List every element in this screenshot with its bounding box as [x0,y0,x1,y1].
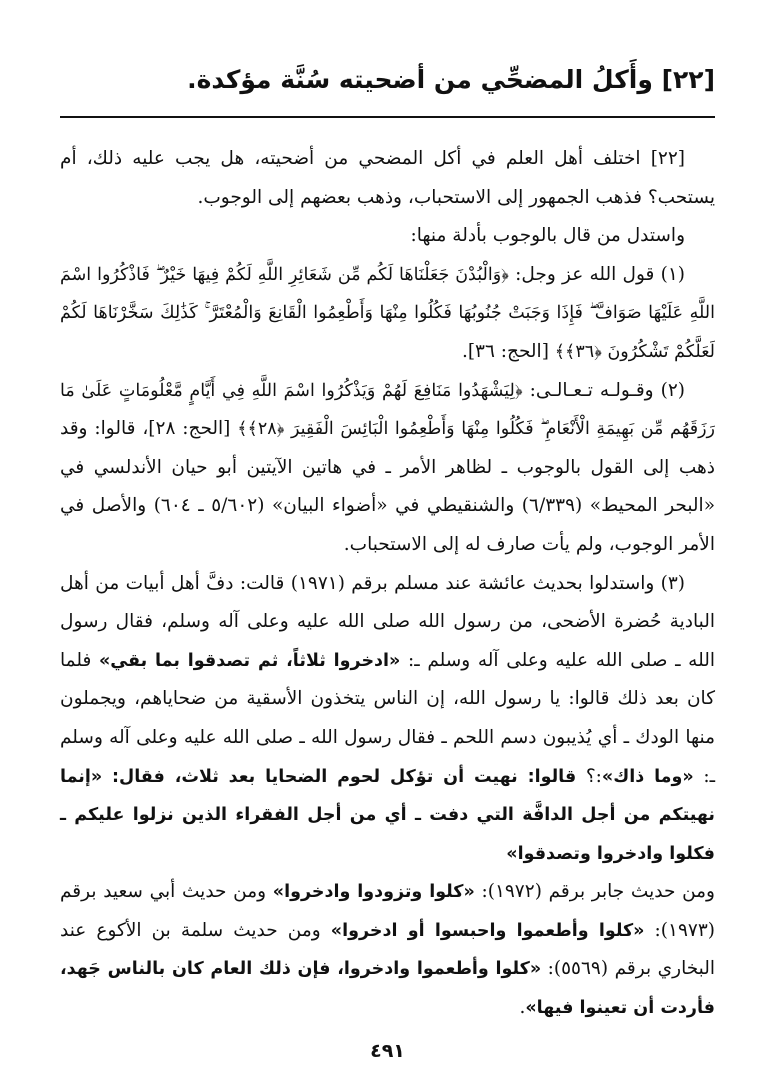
other-hadiths-end: . [519,997,526,1019]
evidence-1-lead: (١) قول الله عز وجل: [508,263,685,285]
other-hadiths-text-3: ومن حديث سلمة بن الأكوع عند البخاري برقم (٥٥٦٩): [60,919,716,980]
quran-verse-36: ﴿وَالْبُدْنَ جَعَلْنَاهَا لَكُم مِّن شَعَائِرِ اللَّهِ لَكُمْ فِيهَا خَيْرٌ ۖ فَاذْكُرُوا اسْمَ اللَّهِ عَلَيْهَا صَوَافَّ ۖ فَإِذَا وَجَبَتْ جُنُوبُهَا فَكُلُوا مِنْهَا وَأَطْعِمُوا الْقَانِعَ وَالْمُعْتَرَّ ۚ كَذَٰلِكَ سَخَّرْنَاهَا لَكُمْ لَعَلَّكُمْ تَشْكُرُونَ ﴿٣٦﴾﴾ [60,264,715,362]
page-number: ٤٩١ [370,1040,405,1062]
evidence-3-punct: :؟ [576,765,602,787]
paragraph-other-hadiths [60,873,715,1027]
quran-verse-28: ﴿لِيَشْهَدُوا مَنَافِعَ لَهُمْ وَيَذْكُرُوا اسْمَ اللَّهِ فِي أَيَّامٍ مَّعْلُومَاتٍ عَلَىٰ مَا رَزَقَهُم مِّن بَهِيمَةِ الْأَنْعَامِ ۖ فَكُلُوا مِنْهَا وَأَطْعِمُوا الْبَائِسَ الْفَقِيرَ ﴿٢٨﴾﴾ [60,380,715,440]
hadith-quote-jabir: «كلوا وتزودوا وادخروا» [272,882,475,903]
page-body [60,140,715,1028]
hadith-quote-1: «ادخروا ثلاثاً، ثم تصدقوا بما بقي» [98,650,401,671]
paragraph-intro: [٢٢] اختلف أهل العلم في أكل المضحي من أضحيته، هل يجب عليه ذلك، أم يستحب؟ فذهب الجمهور إلى الاستحباب، وذهب بعضهم إلى الوجوب. [60,148,715,208]
paragraph-evidence-3 [60,565,715,874]
other-hadiths-text-1: ومن حديث جابر برقم (١٩٧٢): [474,881,715,903]
hadith-quote-3: قالوا: نهيت أن تؤكل لحوم الضحايا بعد ثلاث، فقال: «إنما نهيتكم من أجل الدافَّة التي دفت ـ أي من أجل الفقراء الذين نزلوا عليكم ـ فكلوا وادخروا وتصدقوا» [60,766,715,864]
evidence-2-lead: (٢) وقـولـه تـعـالـى: [522,379,685,401]
evidence-3-text: (٣) واستدلوا بحديث عائشة عند مسلم برقم (١٩٧١) قالت: دفَّ أهل أبيات من أهل البادية حُضرة الأضحى، من رسول الله صلى الله عليه وعلى آله وسلم، فقال رسول الله ـ صلى الله عليه وعلى آله وسلم ـ: [60,572,716,671]
paragraph-evidence-intro: واستدل من قال بالوجوب بأدلة منها: [410,225,685,247]
page [60,40,715,1070]
evidence-2-text: [الحج: ٢٨]، قالوا: وقد ذهب إلى القول بالوجوب ـ لظاهر الأمر ـ في هاتين الآيتين أبو حيان الأندلسي في «البحر المحيط» (٦/٣٣٩) والشنقيطي في «أضواء البيان» (٥/٦٠٢ ـ ٦٠٤) والأصل في الأمر الوجوب، ولم يأت صارف له إلى الاستحباب. [60,418,716,555]
evidence-3-text-2: فلما كان بعد ذلك قالوا: يا رسول الله، إن الناس يتخذون الأسقية من ضحاياهم، ويجملون منها الودك ـ أي يُذيبون دسم اللحم ـ فقال رسول الله ـ صلى الله عليه وعلى آله وسلم ـ: [60,649,715,787]
other-hadiths-text-2: ومن حديث أبي سعيد برقم (١٩٧٣): [60,881,715,941]
hadith-quote-salama: «كلوا وأطعموا وادخروا، فإن ذلك العام كان بالناس جَهد، فأردت أن تعينوا فيها» [60,959,715,1019]
hadith-quote-2: «وما ذاك» [601,766,694,787]
paragraph-evidence-2 [60,372,715,565]
paragraph-evidence-1 [60,256,715,372]
page-title: [٢٢] وأَكلُ المضحِّي من أضحيته سُنَّة مؤكدة. [187,65,715,94]
title-divider [60,116,715,118]
hadith-quote-abu-said: «كلوا وأطعموا واحبسوا أو ادخروا» [330,920,645,941]
evidence-1-ref: [الحج: ٣٦]. [461,340,555,362]
